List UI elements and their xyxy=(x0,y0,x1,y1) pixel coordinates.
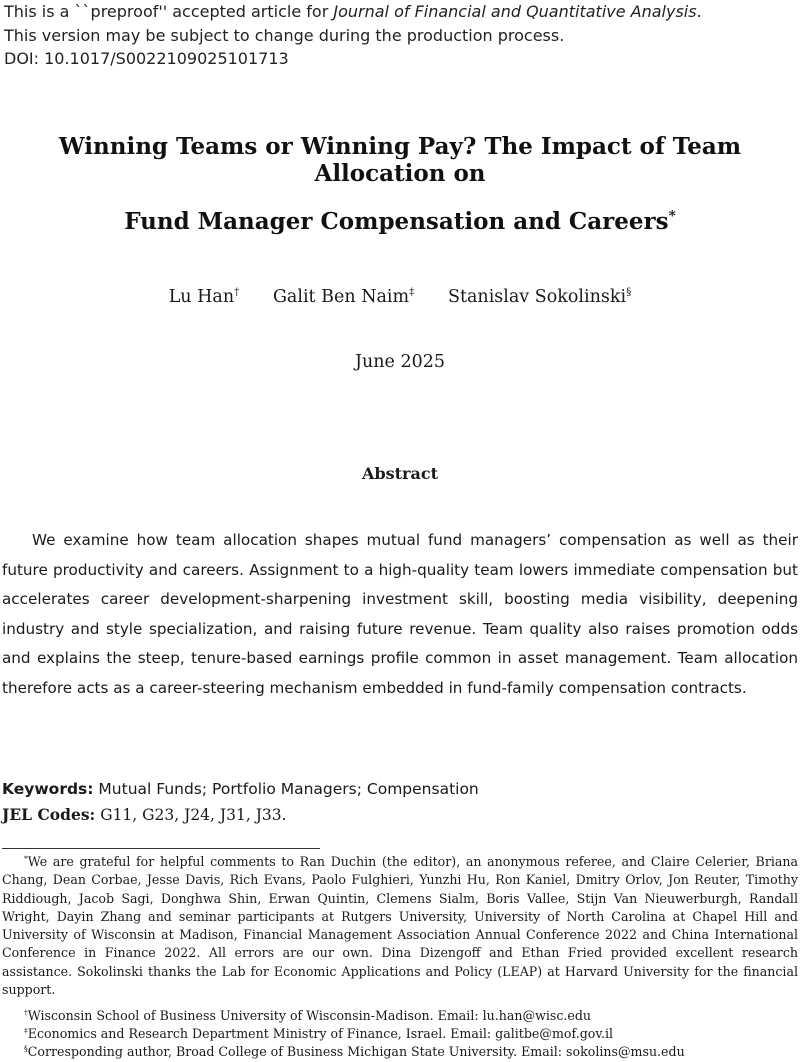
author-footnote-mark[interactable]: ‡ xyxy=(409,286,415,299)
paper-title-line-2: Fund Manager Compensation and Careers* xyxy=(124,208,676,235)
author-list xyxy=(0,287,800,307)
author-footnote-mark[interactable]: § xyxy=(626,286,632,299)
author: Galit Ben Naim‡ xyxy=(272,286,415,307)
affiliation-footnote: ‡Economics and Research Department Ministry of Finance, Israel. Email: galitbe@mof.gov.il xyxy=(24,1025,614,1041)
preproof-line-2: This version may be subject to change during the production process. xyxy=(4,25,565,45)
title-footnote-mark[interactable]: * xyxy=(668,208,676,225)
footnote-divider xyxy=(2,848,320,849)
keywords: Keywords: Mutual Funds; Portfolio Managers; Compensation xyxy=(2,780,479,798)
paper-title-line-1: Winning Teams or Winning Pay? The Impact of Team Allocation on xyxy=(58,133,742,187)
jel-codes: JEL Codes: G11, G23, J24, J31, J33. xyxy=(2,805,287,824)
abstract-heading: Abstract xyxy=(362,464,438,483)
affiliation-footnote: §Corresponding author, Broad College of Business Michigan State University. Email: sokolins@msu.edu xyxy=(24,1043,685,1059)
preproof-line-1: This is a ``preproof'' accepted article for Journal of Financial and Quantitative Analysis. xyxy=(4,2,702,21)
preproof-notice xyxy=(4,0,702,71)
author-footnote-mark[interactable]: † xyxy=(234,286,240,299)
doi[interactable]: DOI: 10.1017/S0022109025101713 xyxy=(4,49,289,68)
journal-name: Journal of Financial and Quantitative Analysis xyxy=(333,2,697,21)
abstract-body: We examine how team allocation shapes mutual fund managers’ compensation as well as their future productivity and careers. Assignment to a high-quality team lowers immediate compensation but accelerates career development-sharpening investment skill, boosting media visibility, deepening industry and style specialization, and raising future revenue. Team quality also raises promotion odds and explains the steep, tenure-based earnings profile common in asset management. Team allocation therefore acts as a career-steering mechanism embedded in fund-family compensation contracts. xyxy=(2,531,798,697)
author: Lu Han† xyxy=(168,286,240,307)
author: Stanislav Sokolinski§ xyxy=(447,286,632,307)
affiliation-footnote: †Wisconsin School of Business University of Wisconsin-Madison. Email: lu.han@wisc.edu xyxy=(24,1007,592,1023)
publication-date: June 2025 xyxy=(354,352,445,372)
acknowledgement-footnote: *We are grateful for helpful comments to Ran Duchin (the editor), an anonymous referee, and Claire Celerier, Briana Chang, Dean Corbae, Jesse Davis, Rich Evans, Paolo Fulghieri, Yunzhi Hu, Ron Kaniel, Dmitry Orlov, Jon Reuter, Timothy Riddiough, Jacob Sagi, Donghwa Shin, Erwan Quintin, Clemens Sialm, Boris Vallee, Stijn Van Nieuwerburgh, Randall Wright, Dayin Zhang and seminar participants at Rutgers University, University of North Carolina at Chapel Hill and University of Wisconsin at Madison, Financial Management Association Annual Conference 2022 and China International Conference in Finance 2022. All errors are our own. Dina Dizengoff and Ethan Fried provided excellent research assistance. Sokolinski thanks the Lab for Economic Applications and Policy (LEAP) at Harvard University for the financial support. xyxy=(2,853,798,998)
